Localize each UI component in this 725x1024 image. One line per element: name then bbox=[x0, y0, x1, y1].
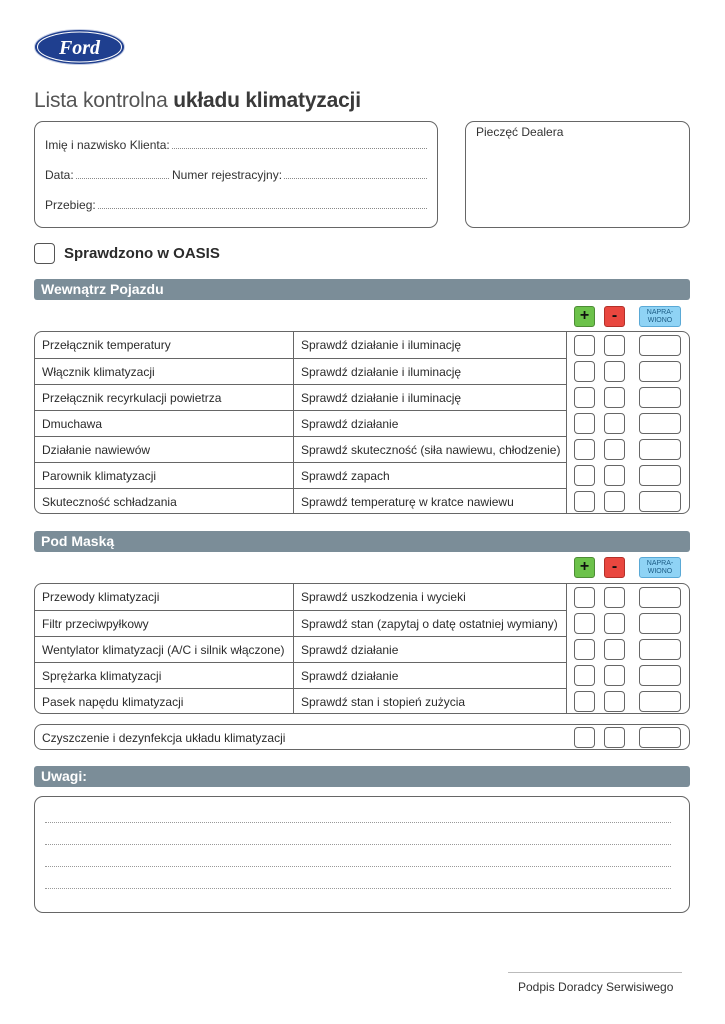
ok-checkbox[interactable] bbox=[574, 587, 595, 608]
mileage-line bbox=[98, 208, 427, 209]
client-name-line bbox=[172, 148, 427, 149]
check-cell: Sprawdź temperaturę w kratce nawiewu bbox=[294, 488, 567, 514]
client-name-label: Imię i nazwisko Klienta: bbox=[45, 138, 170, 152]
registration-line bbox=[284, 178, 427, 179]
check-cell: Sprawdź stan (zapytaj o datę ostatniej wymiany) bbox=[294, 610, 567, 636]
item-cell: Parownik klimatyzacji bbox=[35, 462, 294, 488]
dealer-stamp-box[interactable] bbox=[465, 121, 690, 228]
ok-checkbox[interactable] bbox=[574, 491, 595, 512]
ok-checkbox[interactable] bbox=[574, 639, 595, 660]
ok-checkbox[interactable] bbox=[574, 727, 595, 748]
signature-label: Podpis Doradcy Serwisiwego bbox=[518, 980, 674, 994]
item-cell: Przewody klimatyzacji bbox=[35, 584, 294, 610]
date-line bbox=[76, 178, 169, 179]
item-cell: Przełącznik recyrkulacji powietrza bbox=[35, 384, 294, 410]
item-cell: Wentylator klimatyzacji (A/C i silnik włączone) bbox=[35, 636, 294, 662]
cleaning-label: Czyszczenie i dezynfekcja układu klimatyzacji bbox=[42, 731, 286, 745]
fixed-icon: NAPRA-WIONO bbox=[639, 557, 681, 578]
fail-checkbox[interactable] bbox=[604, 439, 625, 460]
plus-icon: + bbox=[574, 557, 595, 578]
fail-checkbox[interactable] bbox=[604, 361, 625, 382]
inside-table bbox=[34, 331, 690, 514]
notes-box[interactable] bbox=[34, 796, 690, 913]
ok-checkbox[interactable] bbox=[574, 613, 595, 634]
fail-checkbox[interactable] bbox=[604, 691, 625, 712]
cleaning-row bbox=[34, 724, 690, 750]
mileage-field[interactable] bbox=[45, 198, 427, 212]
fixed-checkbox[interactable] bbox=[639, 439, 681, 460]
minus-icon: - bbox=[604, 306, 625, 327]
fixed-checkbox[interactable] bbox=[639, 587, 681, 608]
ok-checkbox[interactable] bbox=[574, 465, 595, 486]
fixed-checkbox[interactable] bbox=[639, 613, 681, 634]
item-cell: Pasek napędu klimatyzacji bbox=[35, 688, 294, 714]
fixed-checkbox[interactable] bbox=[639, 727, 681, 748]
registration-field[interactable] bbox=[172, 168, 427, 182]
table-row bbox=[35, 584, 689, 610]
fail-checkbox[interactable] bbox=[604, 413, 625, 434]
ok-checkbox[interactable] bbox=[574, 413, 595, 434]
ok-checkbox[interactable] bbox=[574, 439, 595, 460]
item-cell: Przełącznik temperatury bbox=[35, 332, 294, 358]
fixed-checkbox[interactable] bbox=[639, 361, 681, 382]
registration-label: Numer rejestracyjny: bbox=[172, 168, 283, 182]
section-notes-header: Uwagi: bbox=[34, 766, 690, 787]
table-row bbox=[35, 636, 689, 662]
check-cell: Sprawdź działanie bbox=[294, 636, 567, 662]
fail-checkbox[interactable] bbox=[604, 665, 625, 686]
title-bold: układu klimatyzacji bbox=[173, 89, 361, 112]
table-row bbox=[35, 610, 689, 636]
item-cell: Sprężarka klimatyzacji bbox=[35, 662, 294, 688]
fail-checkbox[interactable] bbox=[604, 387, 625, 408]
item-cell: Filtr przeciwpyłkowy bbox=[35, 610, 294, 636]
section-inside-header: Wewnątrz Pojazdu bbox=[34, 279, 690, 300]
table-row bbox=[35, 358, 689, 384]
item-cell: Działanie nawiewów bbox=[35, 436, 294, 462]
fail-checkbox[interactable] bbox=[604, 465, 625, 486]
table-row bbox=[35, 410, 689, 436]
item-cell: Skuteczność schładzania bbox=[35, 488, 294, 514]
client-info-box bbox=[34, 121, 438, 228]
fail-checkbox[interactable] bbox=[604, 639, 625, 660]
table-row bbox=[35, 688, 689, 714]
table-row bbox=[35, 384, 689, 410]
ok-checkbox[interactable] bbox=[574, 691, 595, 712]
ok-checkbox[interactable] bbox=[574, 361, 595, 382]
fixed-checkbox[interactable] bbox=[639, 413, 681, 434]
check-cell: Sprawdź działanie i iluminację bbox=[294, 358, 567, 384]
mileage-label: Przebieg: bbox=[45, 198, 96, 212]
fail-checkbox[interactable] bbox=[604, 587, 625, 608]
check-cell: Sprawdź uszkodzenia i wycieki bbox=[294, 584, 567, 610]
item-cell: Dmuchawa bbox=[35, 410, 294, 436]
check-cell: Sprawdź działanie bbox=[294, 662, 567, 688]
check-cell: Sprawdź skuteczność (siła nawiewu, chłodzenie) bbox=[294, 436, 567, 462]
hood-table bbox=[34, 583, 690, 714]
fixed-checkbox[interactable] bbox=[639, 387, 681, 408]
plus-icon: + bbox=[574, 306, 595, 327]
notes-line bbox=[45, 866, 671, 867]
title-light: Lista kontrolna bbox=[34, 89, 174, 112]
check-cell: Sprawdź działanie i iluminację bbox=[294, 332, 567, 358]
fixed-checkbox[interactable] bbox=[639, 691, 681, 712]
table-row bbox=[35, 462, 689, 488]
fixed-checkbox[interactable] bbox=[639, 335, 681, 356]
fixed-checkbox[interactable] bbox=[639, 665, 681, 686]
legend-hood bbox=[574, 557, 681, 578]
table-row bbox=[35, 488, 689, 514]
notes-line bbox=[45, 888, 671, 889]
ok-checkbox[interactable] bbox=[574, 335, 595, 356]
check-cell: Sprawdź stan i stopień zużycia bbox=[294, 688, 567, 714]
fixed-checkbox[interactable] bbox=[639, 639, 681, 660]
oasis-label: Sprawdzono w OASIS bbox=[64, 245, 220, 262]
signature-line[interactable] bbox=[508, 972, 682, 973]
ok-checkbox[interactable] bbox=[574, 387, 595, 408]
fixed-checkbox[interactable] bbox=[639, 491, 681, 512]
client-name-field[interactable] bbox=[45, 138, 427, 152]
section-hood-header: Pod Maską bbox=[34, 531, 690, 552]
notes-line bbox=[45, 844, 671, 845]
fail-checkbox[interactable] bbox=[604, 727, 625, 748]
dealer-stamp-label: Pieczęć Dealera bbox=[476, 125, 564, 139]
ok-checkbox[interactable] bbox=[574, 665, 595, 686]
page-title bbox=[34, 89, 361, 113]
notes-line bbox=[45, 822, 671, 823]
check-cell: Sprawdź zapach bbox=[294, 462, 567, 488]
fixed-icon: NAPRA-WIONO bbox=[639, 306, 681, 327]
table-row bbox=[35, 436, 689, 462]
fixed-checkbox[interactable] bbox=[639, 465, 681, 486]
minus-icon: - bbox=[604, 557, 625, 578]
item-cell: Włącznik klimatyzacji bbox=[35, 358, 294, 384]
date-field[interactable] bbox=[45, 168, 169, 182]
fail-checkbox[interactable] bbox=[604, 335, 625, 356]
legend-inside bbox=[574, 306, 681, 327]
ford-logo bbox=[34, 29, 125, 65]
table-row bbox=[35, 332, 689, 358]
fail-checkbox[interactable] bbox=[604, 491, 625, 512]
logo-text: Ford bbox=[58, 37, 101, 59]
fail-checkbox[interactable] bbox=[604, 613, 625, 634]
date-label: Data: bbox=[45, 168, 74, 182]
oasis-checkbox[interactable] bbox=[34, 243, 55, 264]
table-row bbox=[35, 662, 689, 688]
check-cell: Sprawdź działanie i iluminację bbox=[294, 384, 567, 410]
check-cell: Sprawdź działanie bbox=[294, 410, 567, 436]
